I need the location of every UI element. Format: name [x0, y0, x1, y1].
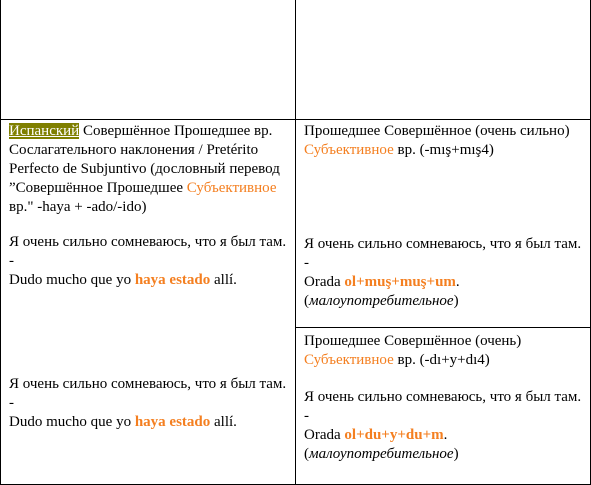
turkish-heading-1: Прошедшее Совершённое (очень сильно) Субъективное вр. (-mış+mış4): [304, 123, 570, 158]
spanish-sentence: Dudo mucho que yo haya estado allí.: [9, 414, 237, 430]
russian-sentence: Я очень сильно сомневаюсь, что я был там. -: [9, 234, 287, 269]
turkish-heading-2: Прошедшее Совершённое (очень) Субъективное вр. (-dı+y+dı4): [304, 333, 522, 368]
russian-sentence: Я очень сильно сомневаюсь, что я был там. -: [304, 389, 582, 424]
turkish-example-2: [304, 388, 584, 464]
table-cell-top-left: [0, 0, 296, 120]
turkish-example-1: [304, 235, 584, 311]
table-cell-spanish: [0, 119, 296, 485]
language-tag[interactable]: Испанский: [9, 123, 80, 139]
russian-sentence: Я очень сильно сомневаюсь, что я был там. -: [9, 376, 287, 411]
usage-note: (малоупотребительное): [304, 446, 459, 462]
russian-sentence: Я очень сильно сомневаюсь, что я был там. -: [304, 236, 582, 271]
usage-note: (малоупотребительное): [304, 293, 459, 309]
turkish-sentence: Orada ol+du+y+du+m.: [304, 427, 448, 443]
spanish-example-2: [9, 375, 289, 432]
spanish-sentence: Dudo mucho que yo haya estado allí.: [9, 272, 237, 288]
table-cell-top-right: [295, 0, 591, 120]
table-cell-turkish-1: [295, 119, 591, 328]
spanish-example-1: [9, 233, 289, 290]
turkish-sentence: Orada ol+muş+muş+um.: [304, 274, 460, 290]
table-cell-turkish-2: [295, 327, 591, 485]
spanish-heading: Испанский Совершённое Прошедшее вр. Сослагательного наклонения / Pretérito Perfecto de Subjuntivo (дословный перевод ”Совершённое Прошедшее Субъективное вр." -haya + -ado/-ido): [9, 123, 280, 215]
